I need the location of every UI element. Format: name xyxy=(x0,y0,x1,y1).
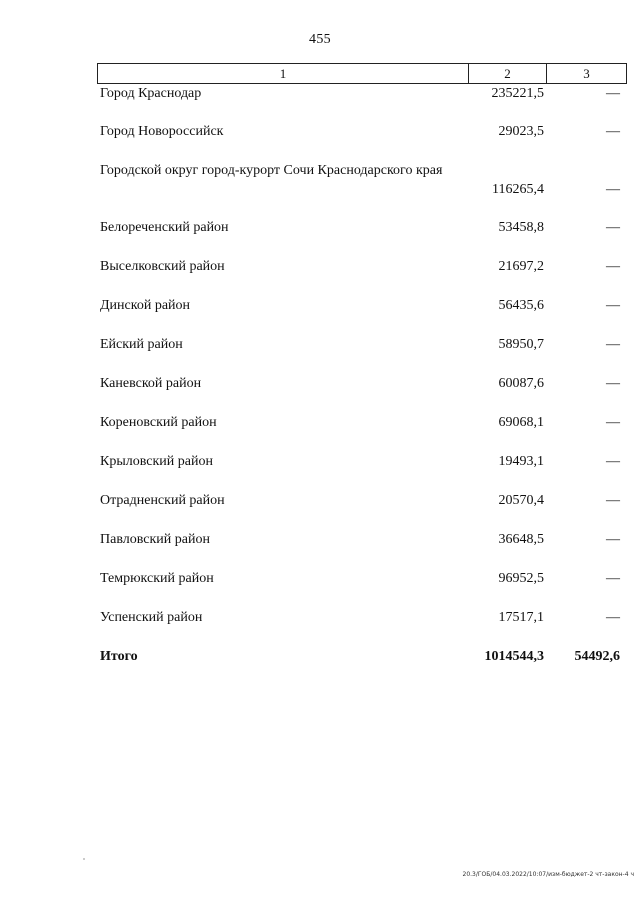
table-header xyxy=(97,63,627,84)
row-dash: — xyxy=(606,376,620,391)
row-dash: — xyxy=(606,493,620,508)
row-dash: — xyxy=(606,337,620,352)
row-name: Каневской район xyxy=(100,376,202,391)
row-value: 69068,1 xyxy=(498,415,544,430)
row-value: 21697,2 xyxy=(498,259,544,274)
row-dash: — xyxy=(606,259,620,274)
row-dash: — xyxy=(606,571,620,586)
row-name: Отрадненский район xyxy=(100,493,225,508)
column-header-1: 1 xyxy=(98,64,469,84)
row-value: 116265,4 xyxy=(492,182,544,197)
row-name: Белореченский район xyxy=(100,220,229,235)
row-value: 58950,7 xyxy=(498,337,544,352)
row-dash: — xyxy=(606,182,620,197)
total-value: 1014544,3 xyxy=(484,649,544,664)
row-value: 96952,5 xyxy=(498,571,544,586)
column-header-3: 3 xyxy=(547,64,627,84)
row-name: Темрюкский район xyxy=(100,571,214,586)
row-value: 53458,8 xyxy=(498,220,544,235)
row-value: 36648,5 xyxy=(498,532,544,547)
page-number: 455 xyxy=(309,32,331,47)
row-value: 29023,5 xyxy=(498,124,544,139)
row-name: Выселковский район xyxy=(100,259,225,274)
row-value: 56435,6 xyxy=(498,298,544,313)
row-value: 17517,1 xyxy=(498,610,544,625)
row-dash: — xyxy=(606,298,620,313)
row-dash: — xyxy=(606,415,620,430)
row-value: 235221,5 xyxy=(491,86,544,101)
row-dash: — xyxy=(606,124,620,139)
total-value-col3: 54492,6 xyxy=(574,649,620,664)
row-dash: — xyxy=(606,532,620,547)
row-value: 60087,6 xyxy=(498,376,544,391)
scan-speck xyxy=(83,858,85,860)
row-dash: — xyxy=(606,220,620,235)
row-name: Крыловский район xyxy=(100,454,213,469)
column-header-2: 2 xyxy=(469,64,547,84)
row-name: Ейский район xyxy=(100,337,183,352)
row-name: Динской район xyxy=(100,298,191,313)
row-name: Успенский район xyxy=(100,610,203,625)
row-value: 19493,1 xyxy=(498,454,544,469)
document-footer: 20.3/ГОБ/04.03.2022/10:07/изм-бюджет-2 чт-закон-4 ч xyxy=(462,871,634,878)
row-name: Кореновский район xyxy=(100,415,217,430)
row-name: Городской округ город-курорт Сочи Краснодарского края xyxy=(100,163,443,178)
row-name: Город Новороссийск xyxy=(100,124,224,139)
row-name: Павловский район xyxy=(100,532,210,547)
row-value: 20570,4 xyxy=(498,493,544,508)
row-dash: — xyxy=(606,86,620,101)
row-dash: — xyxy=(606,454,620,469)
total-label: Итого xyxy=(100,649,138,664)
row-dash: — xyxy=(606,610,620,625)
row-name: Город Краснодар xyxy=(100,86,202,101)
